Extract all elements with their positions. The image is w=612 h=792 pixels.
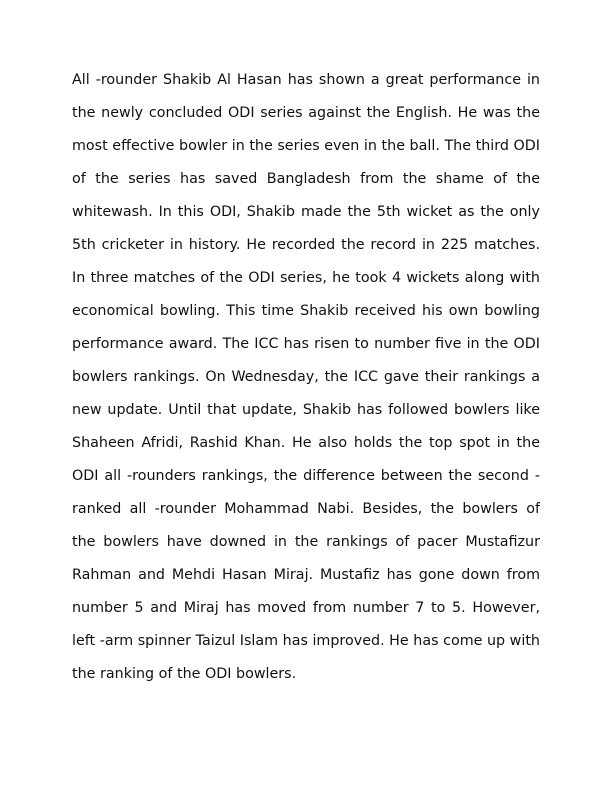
text-line: most effective bowler in the series even in the ball. The third ODI xyxy=(72,138,540,154)
text-line: new update. Until that update, Shakib has followed bowlers like xyxy=(72,402,540,418)
text-line: whitewash. In this ODI, Shakib made the 5th wicket as the only xyxy=(72,204,540,220)
text-line: In three matches of the ODI series, he took 4 wickets along with xyxy=(72,270,540,286)
text-line: All -rounder Shakib Al Hasan has shown a great performance in xyxy=(72,72,540,88)
text-line: of the series has saved Bangladesh from the shame of the xyxy=(72,171,540,187)
text-line: number 5 and Miraj has moved from number 7 to 5. However, xyxy=(72,600,540,616)
text-line: Shaheen Afridi, Rashid Khan. He also holds the top spot in the xyxy=(72,435,540,451)
text-line: left -arm spinner Taizul Islam has improved. He has come up with xyxy=(72,633,540,649)
text-line: the bowlers have downed in the rankings of pacer Mustafizur xyxy=(72,534,540,550)
text-line: performance award. The ICC has risen to number five in the ODI xyxy=(72,336,540,352)
text-line: ranked all -rounder Mohammad Nabi. Besides, the bowlers of xyxy=(72,501,540,517)
text-line: Rahman and Mehdi Hasan Miraj. Mustafiz has gone down from xyxy=(72,567,540,583)
text-line: bowlers rankings. On Wednesday, the ICC gave their rankings a xyxy=(72,369,540,385)
text-line: the newly concluded ODI series against the English. He was the xyxy=(72,105,540,121)
text-line: ODI all -rounders rankings, the difference between the second - xyxy=(72,468,540,484)
text-line-last: the ranking of the ODI bowlers. xyxy=(72,666,297,682)
article-paragraph xyxy=(72,69,540,696)
text-line: 5th cricketer in history. He recorded the record in 225 matches. xyxy=(72,237,540,253)
text-line: economical bowling. This time Shakib received his own bowling xyxy=(72,303,540,319)
